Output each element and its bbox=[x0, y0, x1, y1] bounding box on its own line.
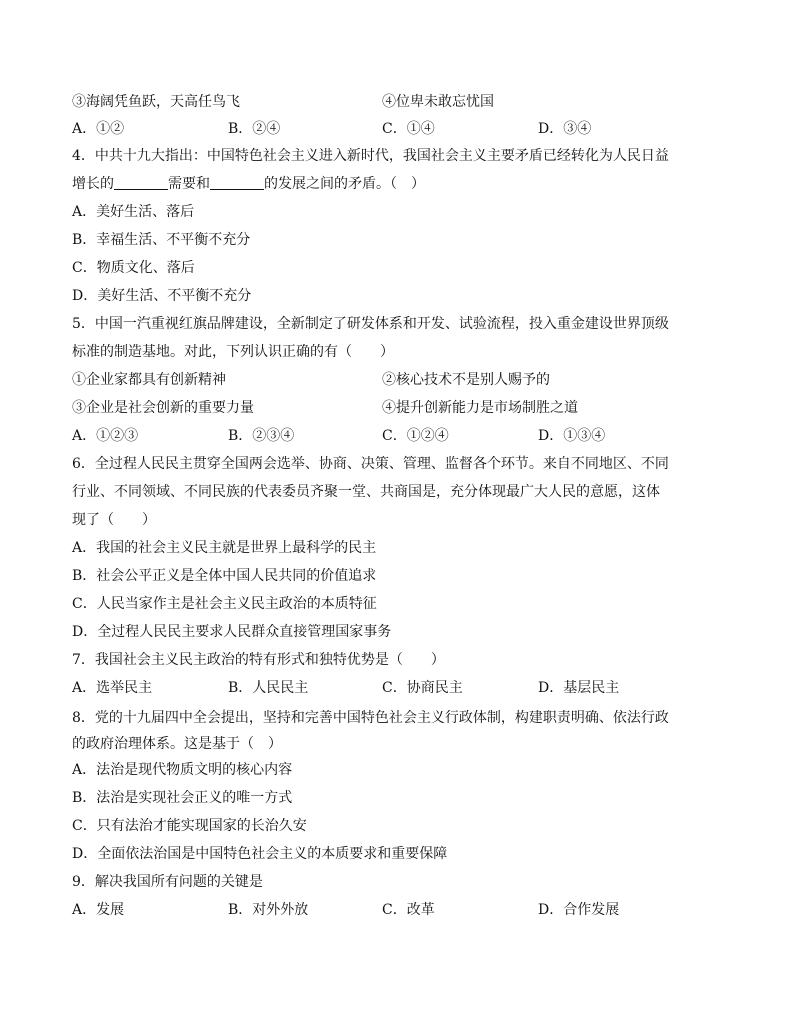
q6-stem-line-2: 行业、不同领域、不同民族的代表委员齐聚一堂、共商国是，充分体现最广大人民的意愿，这体 bbox=[72, 484, 660, 500]
q7-option-c: C．协商民主 bbox=[382, 680, 463, 696]
q5-option-c: C．①②④ bbox=[382, 428, 449, 444]
q6-option-a: A．我国的社会主义民主就是世界上最科学的民主 bbox=[72, 540, 377, 556]
q8-option-a: A．法治是现代物质文明的核心内容 bbox=[72, 762, 293, 778]
q3-option-b: B．②④ bbox=[228, 121, 281, 137]
q7-option-d: D．基层民主 bbox=[538, 680, 620, 696]
q4-option-a: A．美好生活、落后 bbox=[72, 204, 195, 220]
q4-stem-line-1: 4．中共十九大指出：中国特色社会主义进入新时代，我国社会主义主要矛盾已经转化为人民日益 bbox=[72, 148, 669, 164]
q7-option-a: A．选举民主 bbox=[72, 680, 153, 696]
q5-stem-line-2: 标准的制造基地。对此，下列认识正确的有（ ） bbox=[72, 344, 394, 360]
q4-stem-part-c: 的发展之间的矛盾。（ ） bbox=[264, 176, 425, 192]
q5-statement-2: ②核心技术不是别人赐予的 bbox=[382, 372, 550, 388]
q3-statement-4: ④位卑未敢忘忧国 bbox=[382, 94, 494, 110]
q5-statement-3: ③企业是社会创新的重要力量 bbox=[72, 400, 254, 416]
q3-option-a: A．①② bbox=[72, 121, 125, 137]
q3-option-c: C．①④ bbox=[382, 121, 435, 137]
q4-stem-part-a: 增长的 bbox=[72, 176, 114, 192]
q8-option-d: D．全面依法治国是中国特色社会主义的本质要求和重要保障 bbox=[72, 846, 448, 862]
q5-statement-1: ①企业家都具有创新精神 bbox=[72, 372, 226, 388]
q9-stem-line-1: 9．解决我国所有问题的关键是 bbox=[72, 874, 263, 890]
q8-stem-line-1: 8．党的十九届四中全会提出，坚持和完善中国特色社会主义行政体制，构建职责明确、依法行政 bbox=[72, 710, 669, 726]
q3-statement-3: ③海阔凭鱼跃，天高任鸟飞 bbox=[72, 94, 240, 110]
q9-option-a: A．发展 bbox=[72, 902, 125, 918]
q6-option-d: D．全过程人民民主要求人民群众直接管理国家事务 bbox=[72, 624, 392, 640]
q6-option-c: C．人民当家作主是社会主义民主政治的本质特征 bbox=[72, 596, 377, 612]
q5-stem-line-1: 5．中国一汽重视红旗品牌建设，全新制定了研发体系和开发、试验流程，投入重金建设世界顶级 bbox=[72, 316, 669, 332]
q9-option-c: C．改革 bbox=[382, 902, 435, 918]
q5-option-d: D．①③④ bbox=[538, 428, 606, 444]
q6-stem-line-3: 现了（ ） bbox=[72, 512, 156, 528]
q4-option-c: C．物质文化、落后 bbox=[72, 260, 195, 276]
q4-blank-2 bbox=[210, 175, 264, 190]
q6-option-b: B．社会公平正义是全体中国人民共同的价值追求 bbox=[72, 568, 377, 584]
q4-option-b: B．幸福生活、不平衡不充分 bbox=[72, 232, 251, 248]
q3-option-d: D．③④ bbox=[538, 121, 592, 137]
q5-option-a: A．①②③ bbox=[72, 428, 139, 444]
q9-option-d: D．合作发展 bbox=[538, 902, 620, 918]
q4-option-d: D．美好生活、不平衡不充分 bbox=[72, 288, 252, 304]
q5-statement-4: ④提升创新能力是市场制胜之道 bbox=[382, 400, 578, 416]
q6-stem-line-1: 6．全过程人民民主贯穿全国两会选举、协商、决策、管理、监督各个环节。来自不同地区、不同 bbox=[72, 456, 669, 472]
q9-option-b: B．对外外放 bbox=[228, 902, 309, 918]
q8-option-c: C．只有法治才能实现国家的长治久安 bbox=[72, 818, 307, 834]
q4-blank-1 bbox=[114, 175, 168, 190]
q4-stem-part-b: 需要和 bbox=[168, 176, 210, 192]
q4-stem-line-2 bbox=[72, 174, 425, 194]
q8-option-b: B．法治是实现社会正义的唯一方式 bbox=[72, 790, 293, 806]
q7-stem-line-1: 7．我国社会主义民主政治的特有形式和独特优势是（ ） bbox=[72, 652, 445, 668]
q8-stem-line-2: 的政府治理体系。这是基于（ ） bbox=[72, 736, 282, 752]
q7-option-b: B．人民民主 bbox=[228, 680, 309, 696]
q5-option-b: B．②③④ bbox=[228, 428, 295, 444]
